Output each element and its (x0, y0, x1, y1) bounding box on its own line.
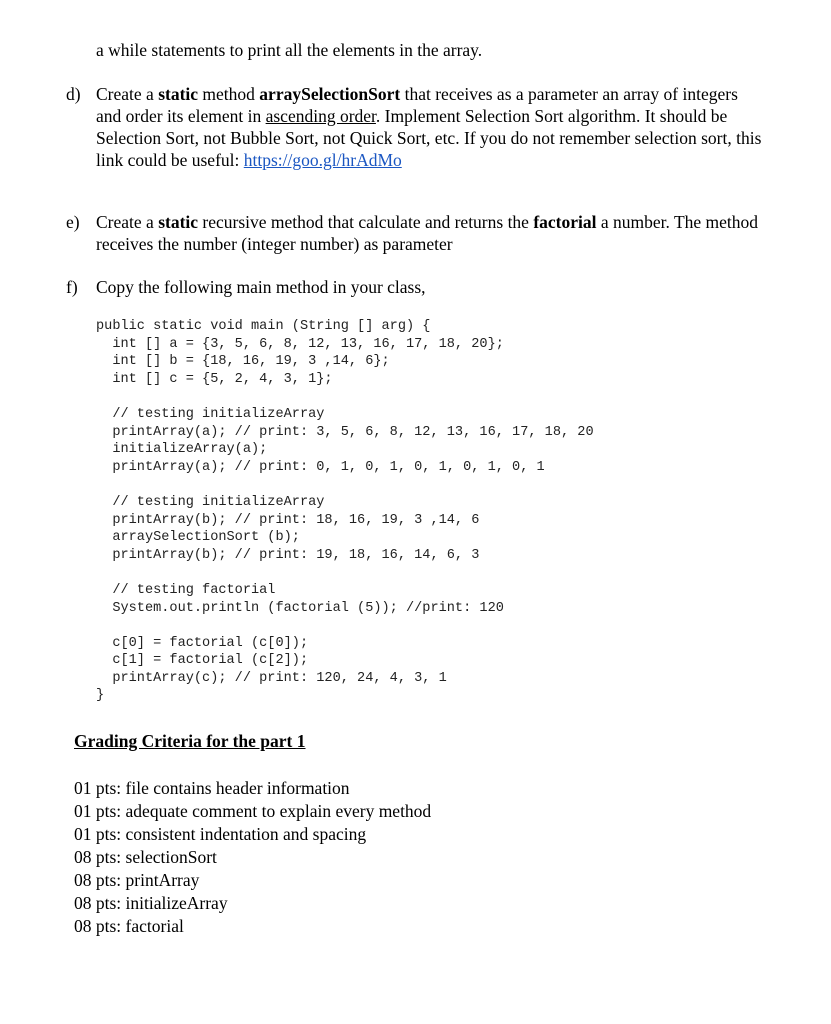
text: Create a (96, 84, 159, 104)
code-block (96, 318, 594, 705)
code-line (96, 388, 594, 406)
underlined-ascending-order: ascending order (265, 106, 376, 126)
item-e (66, 211, 766, 255)
code-line: printArray(a); // print: 3, 5, 6, 8, 12, 13, 16, 17, 18, 20 (96, 424, 594, 440)
item-letter: d) (66, 84, 81, 104)
grading-criterion: 01 pts: consistent indentation and spacing (74, 824, 367, 844)
code-line: // testing initializeArray (96, 494, 325, 510)
bold-static: static (158, 84, 199, 104)
code-line: int [] c = {5, 2, 4, 3, 1}; (96, 371, 333, 387)
grading-criteria-list (74, 777, 431, 938)
item-d (66, 83, 766, 171)
selection-sort-link[interactable]: https://goo.gl/hrAdMo (243, 150, 402, 170)
text: Create a (96, 212, 159, 232)
code-line: // testing initializeArray (96, 406, 325, 422)
grading-criterion: 01 pts: adequate comment to explain every method (74, 801, 432, 821)
intro-line: a while statements to print all the elements in the array. (96, 40, 483, 60)
code-line: int [] a = {3, 5, 6, 8, 12, 13, 16, 17, 18, 20}; (96, 336, 504, 352)
grading-title: Grading Criteria for the part 1 (74, 731, 306, 751)
code-line: printArray(b); // print: 19, 18, 16, 14, 6, 3 (96, 547, 480, 563)
grading-criterion: 01 pts: file contains header information (74, 778, 350, 798)
bold-factorial: factorial (533, 212, 597, 232)
text: that receives as a parameter an array of integers and order its element in (96, 84, 738, 126)
grading-criterion: 08 pts: factorial (74, 916, 184, 936)
item-letter: e) (66, 212, 80, 232)
text: a number. The method receives the number (integer number) as parameter (96, 212, 759, 254)
text: method (198, 84, 260, 104)
code-line: c[0] = factorial (c[0]); (96, 635, 309, 651)
item-f (66, 276, 766, 298)
grading-criterion: 08 pts: printArray (74, 870, 200, 890)
bold-static: static (158, 212, 199, 232)
text: recursive method that calculate and returns the (198, 212, 534, 232)
text: . Implement Selection Sort algorithm. It should be Selection Sort, not Bubble Sort, not Quick Sort, etc. If you do not remember selection sort, this link could be useful: (96, 106, 762, 170)
code-line: } (96, 688, 105, 704)
item-d-text (96, 83, 766, 171)
code-line (96, 476, 594, 494)
bold-method-name: arraySelectionSort (259, 84, 401, 104)
code-line (96, 617, 594, 635)
item-f-text: Copy the following main method in your class, (96, 277, 426, 297)
code-line: int [] b = {18, 16, 19, 3 ,14, 6}; (96, 354, 390, 370)
code-line: printArray(b); // print: 18, 16, 19, 3 ,14, 6 (96, 512, 480, 528)
code-line (96, 564, 594, 582)
item-e-text (96, 211, 766, 255)
item-letter: f) (66, 277, 78, 297)
code-line: printArray(c); // print: 120, 24, 4, 3, 1 (96, 670, 447, 686)
code-line: c[1] = factorial (c[2]); (96, 653, 309, 669)
code-line: System.out.println (factorial (5)); //print: 120 (96, 600, 504, 616)
code-line: initializeArray(a); (96, 442, 268, 458)
code-line: // testing factorial (96, 582, 276, 598)
grading-criterion: 08 pts: initializeArray (74, 893, 228, 913)
code-line: arraySelectionSort (b); (96, 530, 300, 546)
grading-criterion: 08 pts: selectionSort (74, 847, 217, 867)
code-line: public static void main (String [] arg) { (96, 319, 431, 334)
code-line: printArray(a); // print: 0, 1, 0, 1, 0, 1, 0, 1, 0, 1 (96, 459, 545, 475)
